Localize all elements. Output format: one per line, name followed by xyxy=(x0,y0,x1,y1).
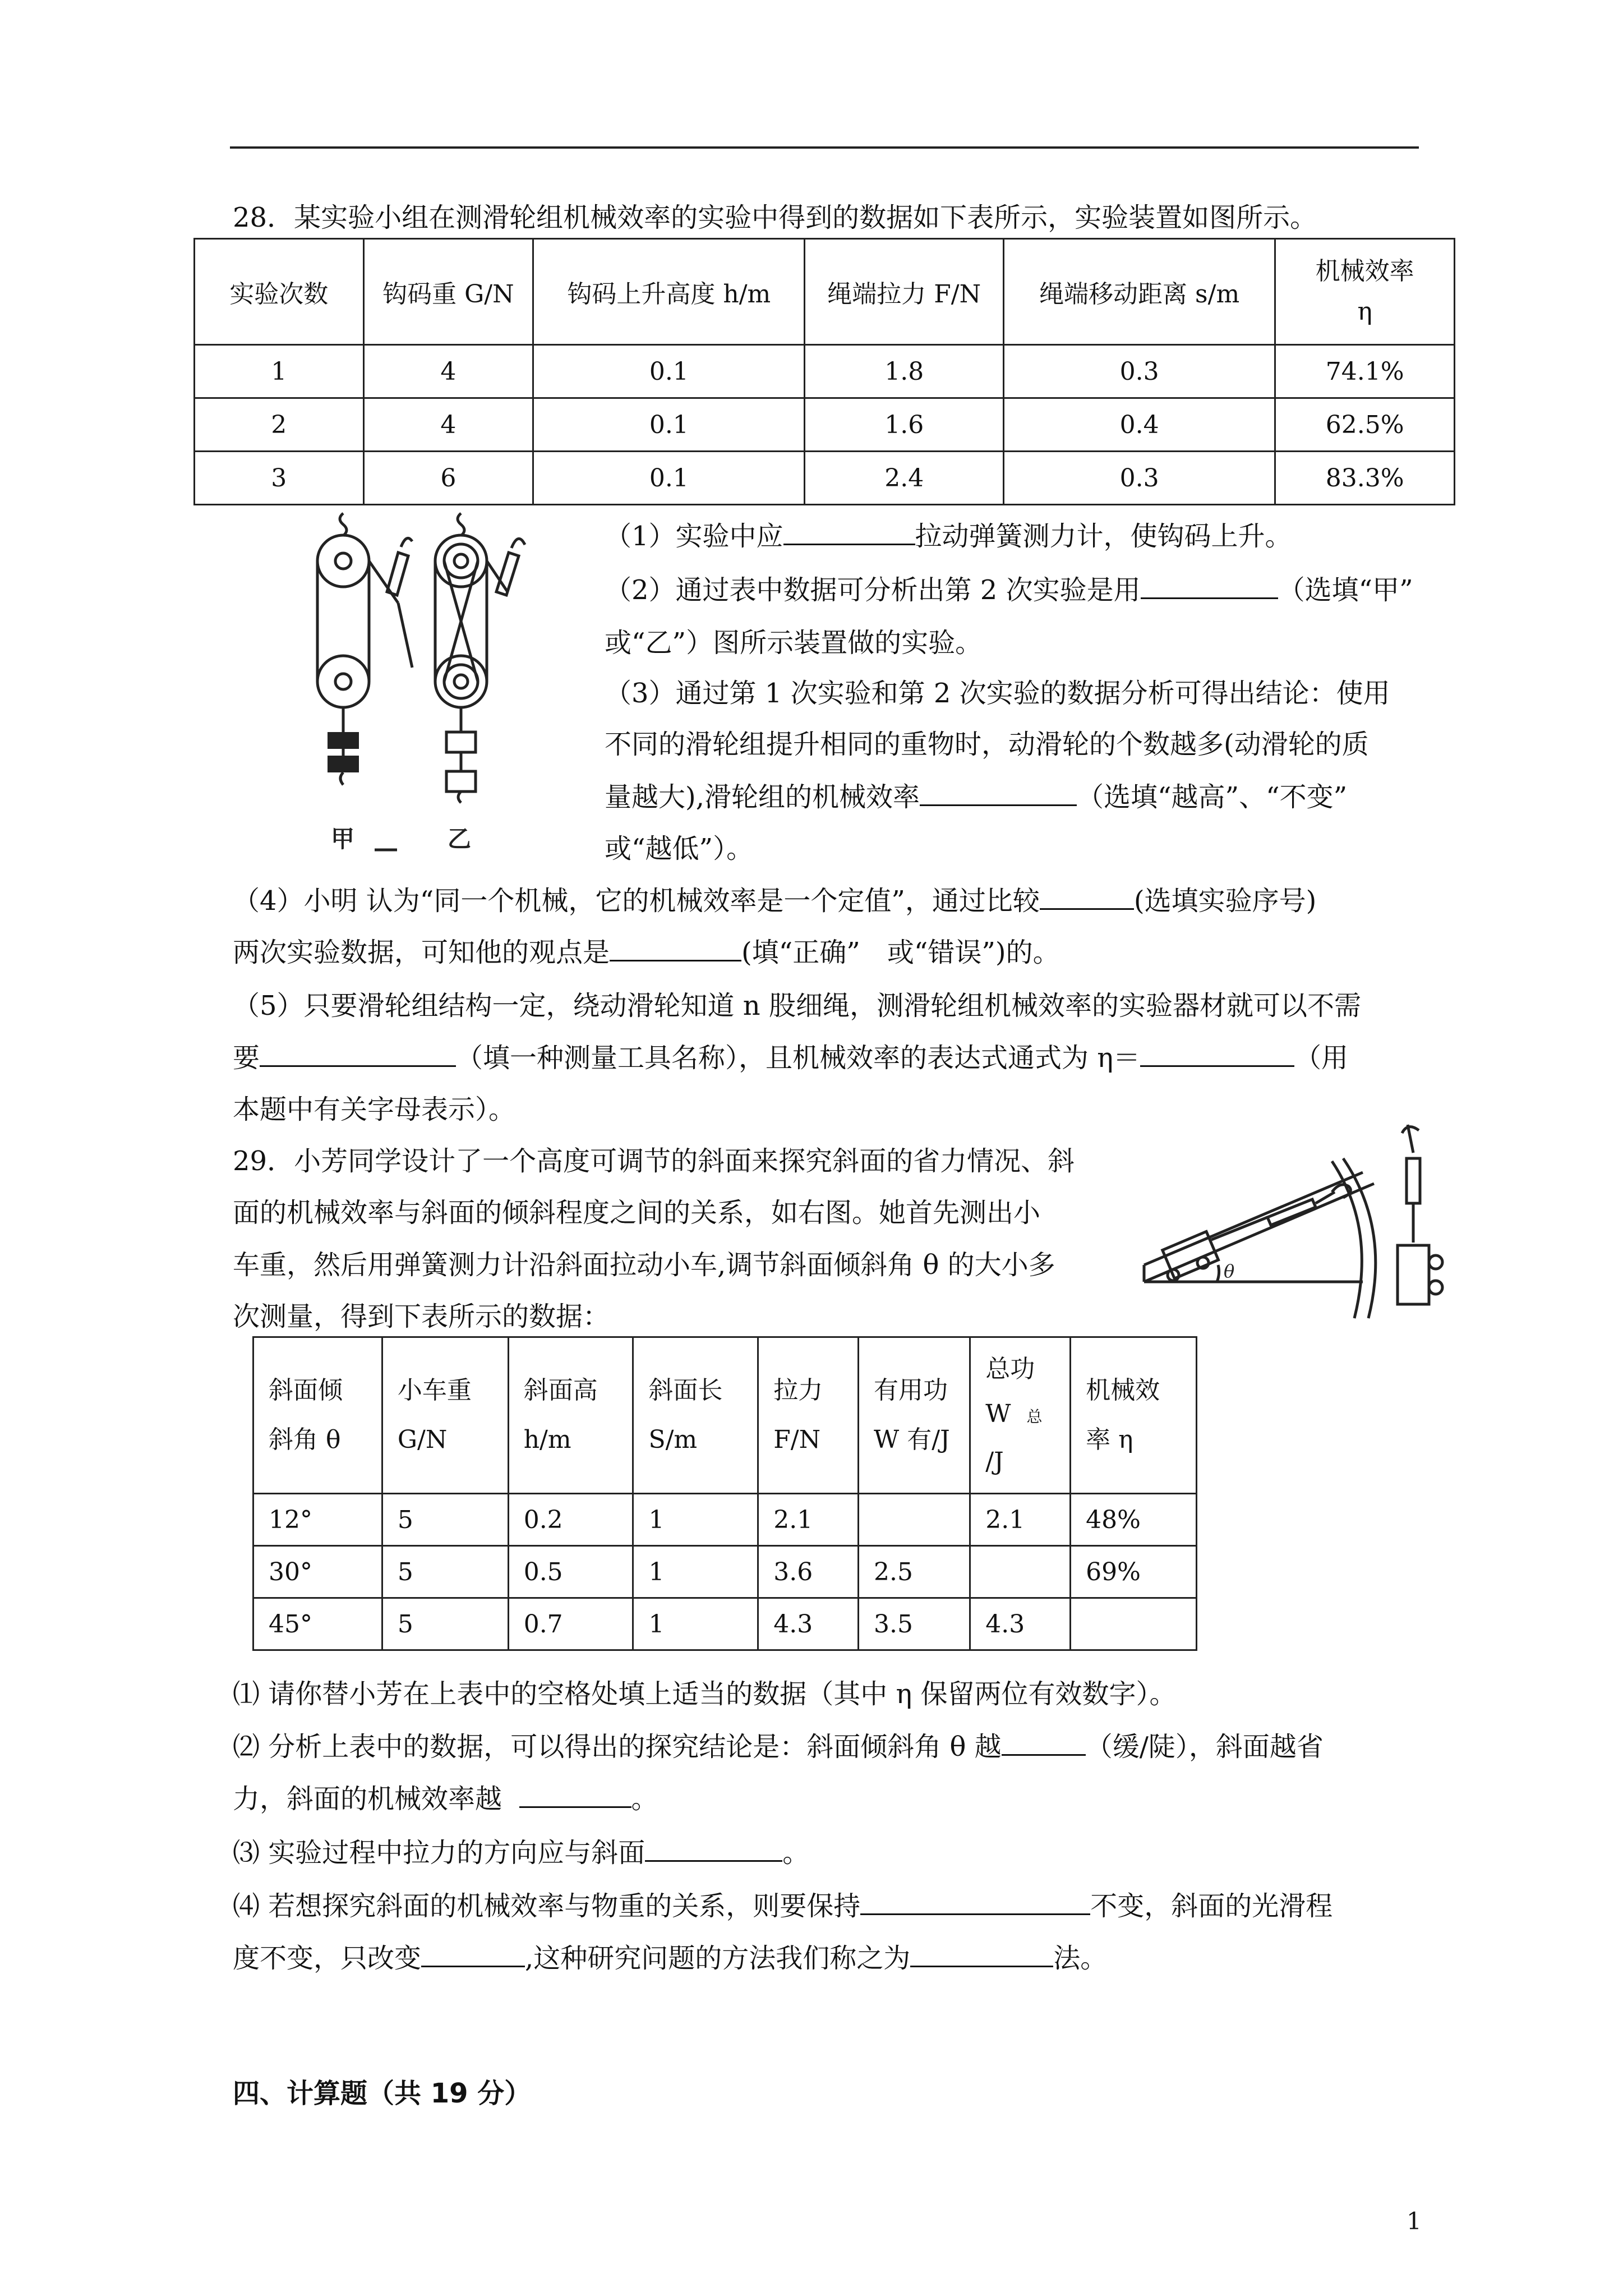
table-header-cell xyxy=(758,1337,859,1494)
answer-blank[interactable] xyxy=(920,780,1077,806)
table-cell: 48% xyxy=(1071,1494,1197,1546)
answer-blank[interactable] xyxy=(1140,1041,1294,1067)
text: 。 xyxy=(782,1837,810,1869)
q29-intro-line4: 次测量，得到下表所示的数据： xyxy=(233,1301,610,1332)
q29-sub3 xyxy=(233,1835,809,1870)
text: 量越大),滑轮组的机械效率 xyxy=(605,781,920,813)
header-text: F/N xyxy=(773,1425,821,1454)
text: （2）通过表中数据可分析出第 2 次实验是用 xyxy=(605,574,1141,606)
text: （4）小明 认为“同一个机械，它的机械效率是一个定值”，通过比较 xyxy=(233,885,1040,917)
table-row xyxy=(253,1494,1197,1546)
table-header-cell xyxy=(253,1337,382,1494)
header-text: 机械效率 xyxy=(1315,257,1414,286)
q28-intro: 28．某实验小组在测滑轮组机械效率的实验中得到的数据如下表所示，实验装置如图所示。 xyxy=(233,202,1317,233)
q28-part3-line3 xyxy=(605,780,1347,814)
table-cell: 0.7 xyxy=(508,1598,633,1650)
header-text: 斜面长 xyxy=(648,1376,723,1405)
q28-part1 xyxy=(605,519,1292,553)
table-cell: 2.4 xyxy=(805,452,1004,505)
table-cell: 74.1% xyxy=(1275,345,1455,398)
table-cell: 0.3 xyxy=(1003,452,1275,505)
section-4-title: 四、计算题（共 19 分） xyxy=(233,2078,532,2109)
table-header-cell xyxy=(382,1337,508,1494)
q29-sub1: ⑴ 请你替小芳在上表中的空格处填上适当的数据（其中 η 保留两位有效数字）。 xyxy=(233,1678,1177,1710)
table-cell: 0.1 xyxy=(533,345,805,398)
angle-label: θ xyxy=(1224,1260,1235,1282)
q29-sub2-line2 xyxy=(233,1782,658,1816)
table-cell: 2.5 xyxy=(859,1546,970,1598)
table-cell: 12° xyxy=(253,1494,382,1546)
header-text: G/N xyxy=(397,1425,448,1454)
table-cell: 1 xyxy=(195,345,364,398)
table-row xyxy=(195,398,1455,452)
header-text: S/m xyxy=(648,1425,698,1454)
answer-blank[interactable] xyxy=(645,1835,782,1862)
q29-data-table xyxy=(252,1336,1197,1651)
text: （缓/陡），斜面越省 xyxy=(1085,1731,1324,1763)
table-cell: 83.3% xyxy=(1275,452,1455,505)
table-cell: 30° xyxy=(253,1546,382,1598)
page-number: 1 xyxy=(1407,2207,1422,2235)
text: 。 xyxy=(631,1783,658,1815)
header-text: /J xyxy=(985,1447,1004,1476)
text: 法。 xyxy=(1053,1943,1108,1974)
header-text: 拉力 xyxy=(773,1376,823,1405)
table-header-cell xyxy=(1071,1337,1197,1494)
text: （选填“越高”、“不变” xyxy=(1077,781,1348,813)
table-cell: 4.3 xyxy=(758,1598,859,1650)
q28-part4-line1 xyxy=(233,884,1316,918)
q28-data-table xyxy=(193,238,1455,505)
table-header-cell: 绳端拉力 F/N xyxy=(805,239,1004,345)
q29-sub2-line1 xyxy=(233,1729,1324,1764)
header-rule xyxy=(230,146,1419,149)
table-cell: 3.5 xyxy=(859,1598,970,1650)
table-cell: 5 xyxy=(382,1494,508,1546)
text: W xyxy=(985,1399,1011,1428)
table-cell: 3 xyxy=(195,452,364,505)
table-cell: 5 xyxy=(382,1598,508,1650)
table-row xyxy=(195,345,1455,398)
table-cell: 69% xyxy=(1071,1546,1197,1598)
q29-sub4-line1 xyxy=(233,1889,1332,1923)
text: 力，斜面的机械效率越 xyxy=(233,1783,502,1815)
text: （选填“甲” xyxy=(1278,574,1413,606)
table-header-cell: 实验次数 xyxy=(195,239,364,345)
table-cell: 1.8 xyxy=(805,345,1004,398)
table-cell: 0.4 xyxy=(1003,398,1275,452)
header-text: 率 η xyxy=(1086,1425,1133,1454)
table-cell[interactable] xyxy=(970,1546,1071,1598)
header-text: W 有/J xyxy=(874,1425,950,1454)
table-cell: 4.3 xyxy=(970,1598,1071,1650)
table-cell: 2.1 xyxy=(970,1494,1071,1546)
table-cell: 0.1 xyxy=(533,398,805,452)
q29-intro-line3: 车重，然后用弹簧测力计沿斜面拉动小车,调节斜面倾斜角 θ 的大小多 xyxy=(233,1249,1055,1281)
text: (选填实验序号) xyxy=(1133,885,1317,917)
q28-part2-line1 xyxy=(605,573,1413,607)
text: 拉动弹簧测力计，使钩码上升。 xyxy=(915,521,1292,552)
answer-blank[interactable] xyxy=(1141,573,1278,599)
table-cell: 4 xyxy=(363,398,533,452)
q29-intro-line2: 面的机械效率与斜面的倾斜程度之间的关系，如右图。她首先测出小 xyxy=(233,1197,1041,1228)
text: （填一种测量工具名称），且机械效率的表达式通式为 η＝ xyxy=(456,1042,1141,1074)
header-text: 斜面倾 xyxy=(269,1376,343,1405)
table-row xyxy=(195,452,1455,505)
answer-blank[interactable] xyxy=(1002,1729,1086,1756)
table-header-cell: 钩码上升高度 h/m xyxy=(533,239,805,345)
q28-part3-line4: 或“越低”）。 xyxy=(605,833,754,864)
text: (填“正确” 或“错误”)的。 xyxy=(741,937,1060,968)
header-text: 斜面高 xyxy=(523,1376,598,1405)
table-cell[interactable] xyxy=(1071,1598,1197,1650)
header-text: 小车重 xyxy=(397,1376,472,1405)
q28-part5-line2 xyxy=(233,1041,1348,1075)
q28-part5-line3: 本题中有关字母表示）。 xyxy=(233,1094,516,1125)
table-cell: 4 xyxy=(363,345,533,398)
subscript: 总 xyxy=(1026,1407,1043,1426)
table-cell: 62.5% xyxy=(1275,398,1455,452)
table-header-row xyxy=(253,1337,1197,1494)
answer-blank[interactable] xyxy=(421,1941,525,1967)
answer-blank[interactable] xyxy=(519,1782,631,1808)
table-cell[interactable] xyxy=(859,1494,970,1546)
answer-blank[interactable] xyxy=(860,1889,1090,1915)
text: （用 xyxy=(1294,1042,1349,1074)
answer-blank[interactable] xyxy=(783,519,915,545)
answer-blank[interactable] xyxy=(910,1941,1053,1967)
pulley-system-figure xyxy=(303,508,566,867)
table-header-row xyxy=(195,239,1455,345)
text: （1）实验中应 xyxy=(605,521,783,552)
table-header-cell: 钩码重 G/N xyxy=(363,239,533,345)
text: 度不变，只改变 xyxy=(233,1943,422,1974)
table-header-cell xyxy=(508,1337,633,1494)
text: ⑶ 实验过程中拉力的方向应与斜面 xyxy=(233,1837,645,1869)
answer-blank[interactable] xyxy=(260,1041,456,1067)
table-cell: 1 xyxy=(633,1494,758,1546)
text: ⑵ 分析上表中的数据，可以得出的探究结论是：斜面倾斜角 θ 越 xyxy=(233,1731,1002,1763)
q29-intro-line1: 29．小芳同学设计了一个高度可调节的斜面来探究斜面的省力情况、斜 xyxy=(233,1145,1075,1177)
header-text: h/m xyxy=(523,1425,571,1454)
table-cell: 45° xyxy=(253,1598,382,1650)
q28-part4-line2 xyxy=(233,935,1060,969)
figure-label-jia: 甲 xyxy=(331,825,355,853)
table-cell: 6 xyxy=(363,452,533,505)
table-row xyxy=(253,1598,1197,1650)
text: ⑷ 若想探究斜面的机械效率与物重的关系，则要保持 xyxy=(233,1890,861,1922)
answer-blank[interactable] xyxy=(610,935,741,961)
table-cell: 0.3 xyxy=(1003,345,1275,398)
q28-part3-line1: （3）通过第 1 次实验和第 2 次实验的数据分析可得出结论：使用 xyxy=(605,678,1390,709)
table-cell: 0.5 xyxy=(508,1546,633,1598)
table-header-cell: 绳端移动距离 s/m xyxy=(1003,239,1275,345)
table-header-cell xyxy=(859,1337,970,1494)
text: 要 xyxy=(233,1042,260,1074)
header-text: 机械效 xyxy=(1086,1376,1160,1405)
header-text: η xyxy=(1357,297,1372,326)
table-cell: 1 xyxy=(633,1546,758,1598)
q28-part2-line2: 或“乙”）图所示装置做的实验。 xyxy=(605,627,983,659)
header-text: 斜角 θ xyxy=(269,1425,341,1454)
table-cell: 1 xyxy=(633,1598,758,1650)
table-row xyxy=(253,1546,1197,1598)
q28-part3-line2: 不同的滑轮组提升相同的重物时，动滑轮的个数越多(动滑轮的质 xyxy=(605,729,1369,760)
table-header-cell xyxy=(633,1337,758,1494)
table-cell: 3.6 xyxy=(758,1546,859,1598)
header-text: 总功 xyxy=(985,1354,1035,1383)
q28-part5-line1: （5）只要滑轮组结构一定，绕动滑轮知道 n 股细绳，测滑轮组机械效率的实验器材就可以不需 xyxy=(233,990,1361,1022)
text: 不变，斜面的光滑程 xyxy=(1090,1890,1333,1922)
text: 两次实验数据，可知他的观点是 xyxy=(233,937,610,968)
header-text xyxy=(985,1392,1069,1439)
table-cell: 5 xyxy=(382,1546,508,1598)
q29-sub4-line2 xyxy=(233,1941,1107,1975)
text: ,这种研究问题的方法我们称之为 xyxy=(525,1943,911,1974)
table-cell: 1.6 xyxy=(805,398,1004,452)
table-cell: 2.1 xyxy=(758,1494,859,1546)
header-text: 有用功 xyxy=(874,1376,948,1405)
figure-label-yi: 乙 xyxy=(448,825,472,853)
table-header-cell xyxy=(1275,239,1455,345)
incline-plane-figure xyxy=(1138,1119,1453,1321)
table-header-cell xyxy=(970,1337,1071,1494)
table-cell: 0.1 xyxy=(533,452,805,505)
table-cell: 0.2 xyxy=(508,1494,633,1546)
answer-blank[interactable] xyxy=(1040,884,1134,910)
table-cell: 2 xyxy=(195,398,364,452)
